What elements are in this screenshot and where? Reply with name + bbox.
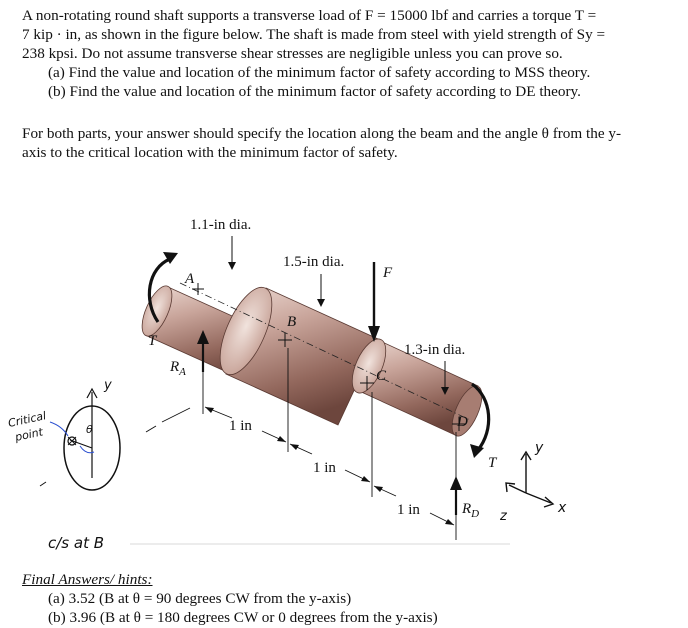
theta-label: θ bbox=[86, 423, 93, 436]
instructions-line-2: axis to the critical location with the minimum factor of safety. bbox=[22, 144, 398, 161]
axis-x-label: x bbox=[558, 500, 567, 516]
dim-2-label: 1 in bbox=[313, 460, 336, 476]
point-d-label: D bbox=[457, 414, 468, 430]
critical-label-line-1: Critical bbox=[6, 409, 48, 430]
point-a-label: A bbox=[185, 271, 195, 287]
dia-right-label: 1.3-in dia. bbox=[404, 342, 466, 358]
instructions bbox=[22, 124, 672, 162]
shaft-figure bbox=[0, 196, 688, 568]
axis-y-label: y bbox=[535, 440, 544, 456]
point-c-label: C bbox=[376, 368, 387, 384]
torque-left-label: T bbox=[148, 333, 157, 349]
part-b-question: (b) Find the value and location of the minimum factor of safety according to DE theory. bbox=[48, 83, 581, 100]
problem-line-1: A non-rotating round shaft supports a transverse load of F = 15000 lbf and carries a torque T = bbox=[22, 7, 597, 24]
cross-section-caption: c/s at B bbox=[48, 534, 105, 552]
critical-label-line-2: point bbox=[13, 425, 45, 444]
answers-title: Final Answers/ hints: bbox=[22, 571, 153, 588]
problem-line-2: 7 kip · in, as shown in the figure below. The shaft is made from steel with yield strength of Sy = bbox=[22, 26, 606, 43]
reaction-d-label: $R_D$ bbox=[462, 501, 480, 520]
problem-line-3: 238 kpsi. Do not assume transverse shear stresses are negligible unless you can prove so. bbox=[22, 45, 563, 62]
final-answers bbox=[22, 570, 438, 627]
part-a-question: (a) Find the value and location of the minimum factor of safety according to MSS theory. bbox=[48, 64, 591, 81]
force-arrow bbox=[368, 262, 380, 342]
dia-left-label: 1.1-in dia. bbox=[190, 217, 252, 233]
dim-3-label: 1 in bbox=[397, 502, 420, 518]
reaction-a-label: $R_A$ bbox=[170, 359, 186, 378]
axis-z-label: z bbox=[500, 509, 507, 524]
instructions-line-1: For both parts, your answer should specify the location along the beam and the angle θ from the y- bbox=[22, 125, 622, 142]
torque-right-label: T bbox=[488, 455, 497, 471]
problem-statement bbox=[22, 6, 672, 101]
middle-shaft-segment bbox=[210, 280, 378, 425]
dim-1-label: 1 in bbox=[229, 418, 252, 434]
cross-section-sketch bbox=[40, 389, 156, 490]
point-b-label: B bbox=[287, 314, 297, 330]
force-label: F bbox=[383, 265, 393, 281]
axes-sketch bbox=[506, 452, 553, 507]
answer-a: (a) 3.52 (B at θ = 90 degrees CW from the y-axis) bbox=[48, 590, 352, 607]
sketch-axis-y-label: y bbox=[104, 378, 112, 393]
dia-middle-label: 1.5-in dia. bbox=[283, 254, 345, 270]
answer-b: (b) 3.96 (B at θ = 180 degrees CW or 0 degrees from the y-axis) bbox=[48, 609, 438, 626]
